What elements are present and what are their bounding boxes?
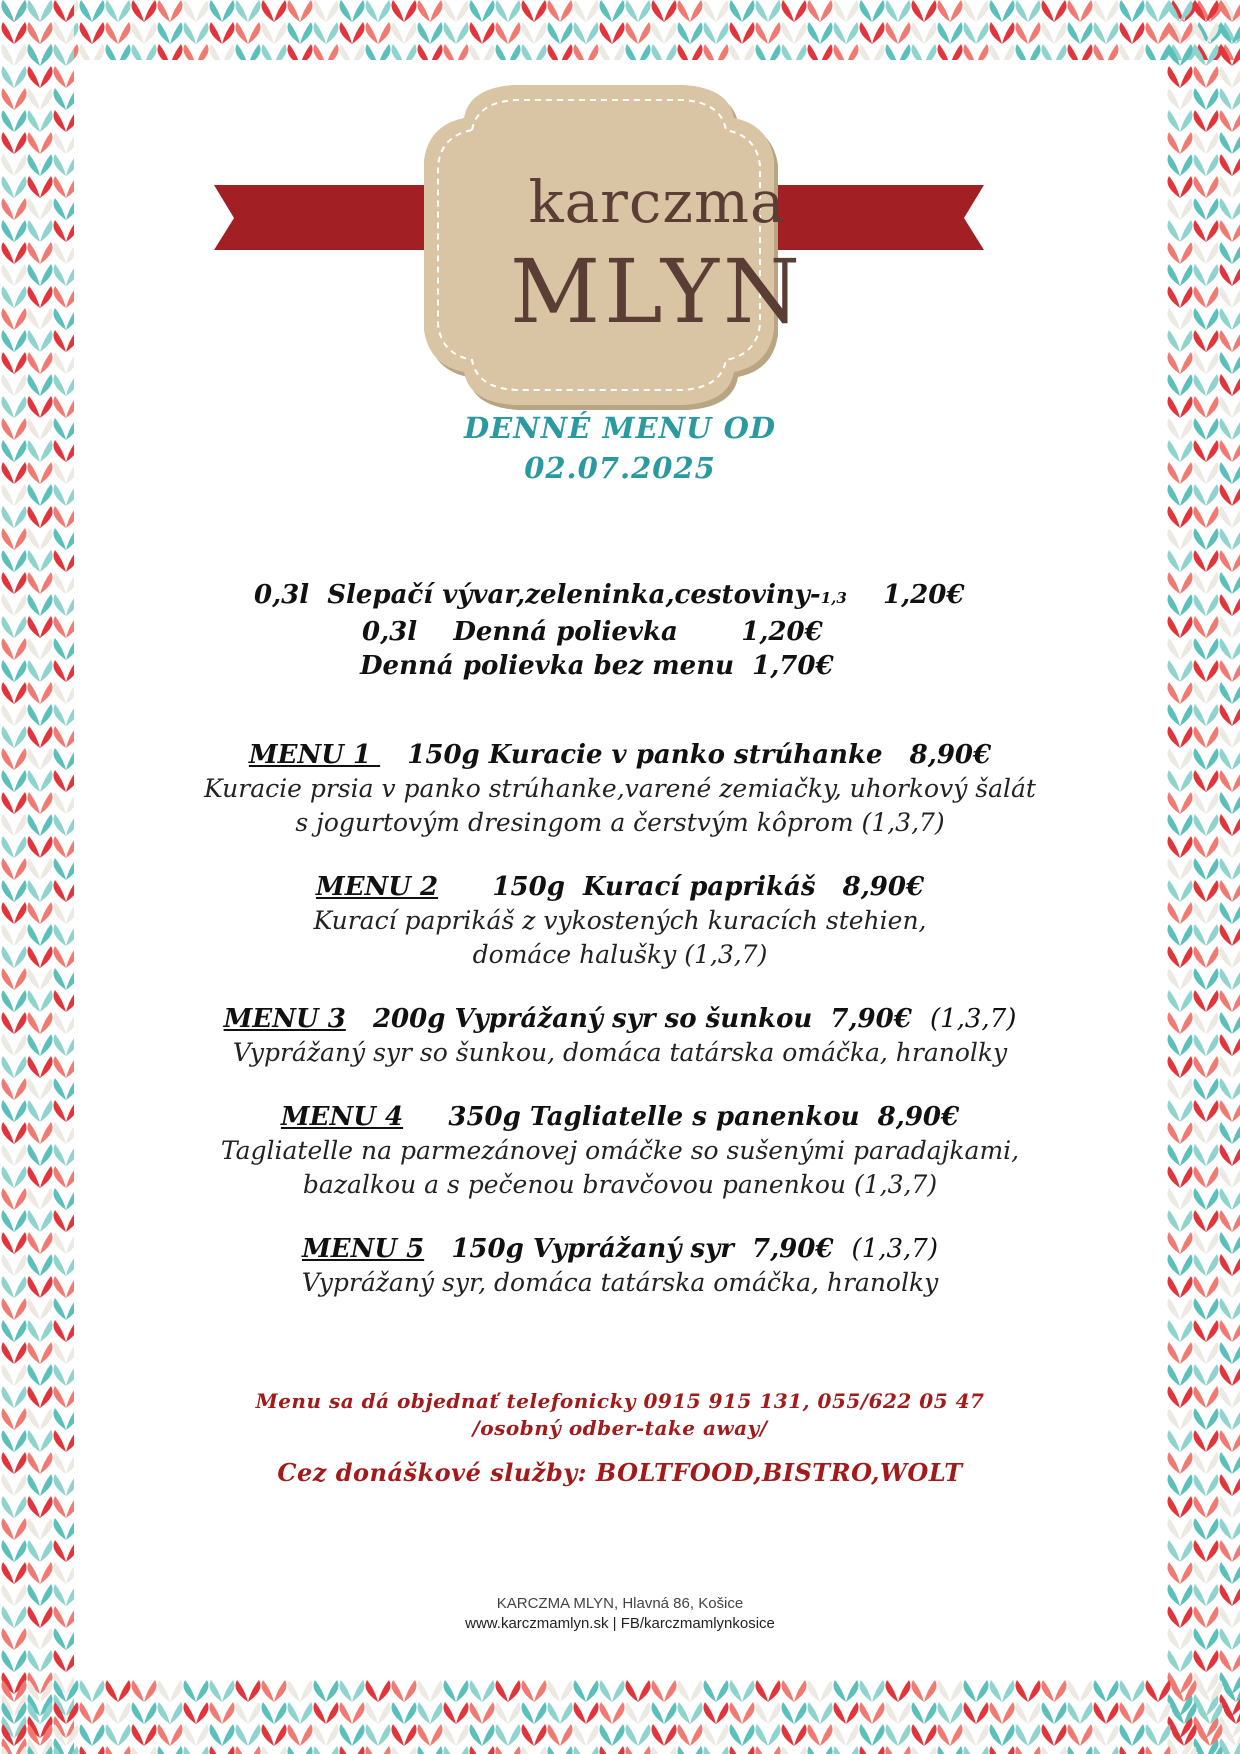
footer-links: www.karczmamlyn.sk | FB/karczmamlynkosice (465, 1615, 775, 1632)
soup-allergens: 1,3 (820, 589, 847, 607)
soup-price: 1,20€ (846, 580, 965, 610)
soup-text: 0,3l Slepačí vývar,zeleninka,cestoviny- (254, 580, 821, 610)
menu-title (74, 870, 1166, 904)
soups-section (74, 578, 1166, 683)
knit-pattern-right (1166, 0, 1240, 1754)
menu-heading (74, 408, 1166, 488)
menu-description: domáce halušky (1,3,7) (472, 940, 768, 969)
footer-address: KARCZMA MLYN, Hlavná 86, Košice (496, 1595, 744, 1612)
ordering-info (74, 1388, 1166, 1490)
menu-heading-date: 02.07.2025 (524, 451, 716, 485)
logo-word-karczma: karczma (528, 168, 786, 236)
menu-item-2 (74, 870, 1166, 972)
footer (74, 1594, 1166, 1634)
menu-title (74, 1002, 1166, 1036)
restaurant-logo (214, 80, 984, 410)
menu-item-5 (74, 1232, 1166, 1300)
menu-dish: 200g Vyprážaný syr so šunkou 7,90€ (345, 1004, 930, 1034)
menu-description: Kuracie prsia v panko strúhanke,varené zemiačky, uhorkový šalát (204, 774, 1036, 803)
menu-dish: 150g Kurací paprikáš 8,90€ (438, 872, 925, 902)
order-delivery-text: Cez donáškové služby: BOLTFOOD,BISTRO,WOLT (277, 1458, 963, 1487)
menu-dish: 150g Vyprážaný syr 7,90€ (424, 1234, 852, 1264)
menu-dish: 350g Tagliatelle s panenkou 8,90€ (403, 1102, 960, 1132)
menu-heading-title: DENNÉ MENU OD (464, 411, 776, 445)
border-bottom (0, 1680, 1240, 1754)
menu-page (74, 60, 1166, 1680)
soup-item: 0,3l Denná polievka 1,20€ (362, 617, 823, 647)
border-right (1166, 0, 1240, 1754)
knit-pattern-top (0, 0, 1240, 60)
menu-label: MENU 4 (280, 1102, 404, 1132)
soup-item (254, 578, 1240, 615)
menu-description: Kurací paprikáš z vykostených kuracích stehien, (313, 906, 927, 935)
menu-dish: 150g Kuracie v panko strúhanke 8,90€ (380, 740, 992, 770)
knit-pattern-bottom (0, 1680, 1240, 1754)
soup-item: Denná polievka bez menu 1,70€ (360, 651, 834, 681)
menu-label: MENU 5 (302, 1234, 425, 1264)
menu-description: Tagliatelle na parmezánovej omáčke so sušenými paradajkami, (220, 1136, 1020, 1165)
menu-description: Vyprážaný syr so šunkou, domáca tatárska omáčka, hranolky (232, 1038, 1008, 1067)
menu-label: MENU 3 (223, 1004, 346, 1034)
knit-pattern-left (0, 0, 74, 1754)
border-top (0, 0, 1240, 60)
menu-description: s jogurtovým dresingom a čerstvým kôprom (1,3,7) (295, 808, 945, 837)
menu-title (74, 738, 1166, 772)
menu-item-3 (74, 1002, 1166, 1070)
menu-title (74, 1100, 1166, 1134)
logo-word-mlyn: MLYN (509, 240, 804, 343)
menu-description: Vyprážaný syr, domáca tatárska omáčka, hranolky (301, 1268, 939, 1297)
menus-section (74, 738, 1166, 1330)
menu-title (74, 1232, 1166, 1266)
menu-item-4 (74, 1100, 1166, 1202)
menu-item-1 (74, 738, 1166, 840)
order-phone-text: Menu sa dá objednať telefonicky 0915 915 131, 055/622 05 47 (255, 1389, 985, 1413)
border-left (0, 0, 74, 1754)
menu-label: MENU 2 (315, 872, 439, 902)
menu-description: bazalkou a s pečenou bravčovou panenkou (1,3,7) (302, 1170, 938, 1199)
menu-allergens: (1,3,7) (851, 1234, 938, 1264)
order-takeaway-text: /osobný odber-take away/ (472, 1416, 768, 1440)
menu-label: MENU 1 (248, 740, 381, 770)
menu-allergens: (1,3,7) (929, 1004, 1017, 1034)
